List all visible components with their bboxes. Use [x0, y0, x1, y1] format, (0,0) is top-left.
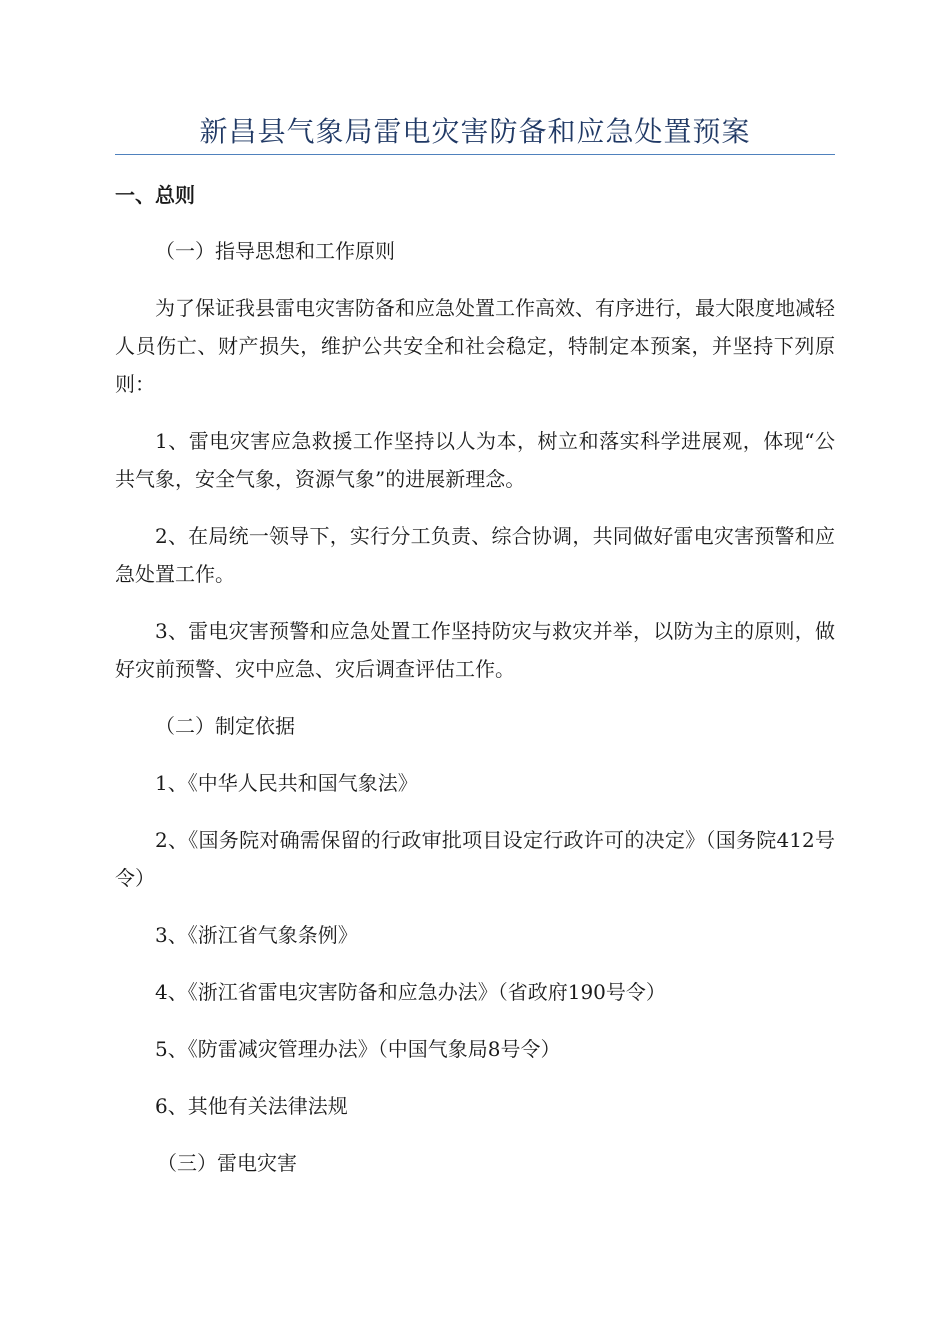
subsection-heading-guiding-principles: （一）指导思想和工作原则: [155, 239, 395, 263]
principle-item-3: 3、雷电灾害预警和应急处置工作坚持防灾与救灾并举，以防为主的原则，做好灾前预警、灾中应急、灾后调查评估工作。: [115, 619, 835, 681]
document-title: 新昌县气象局雷电灾害防备和应急处置预案: [199, 115, 751, 148]
intro-paragraph: 为了保证我县雷电灾害防备和应急处置工作高效、有序进行，最大限度地减轻人员伤亡、财产损失，维护公共安全和社会稳定，特制定本预案，并坚持下列原则：: [115, 296, 835, 396]
basis-item-1: 1、《中华人民共和国气象法》: [155, 771, 418, 795]
principle-item-2: 2、在局统一领导下，实行分工负责、综合协调，共同做好雷电灾害预警和应急处置工作。: [115, 524, 835, 586]
document-body: [115, 172, 835, 1201]
title-underline: [115, 154, 835, 155]
subsection-heading-basis: （二）制定依据: [155, 714, 295, 738]
basis-item-5: 5、《防雷减灾管理办法》（中国气象局8号令）: [155, 1037, 561, 1061]
principle-item-1: 1、雷电灾害应急救援工作坚持以人为本，树立和落实科学进展观，体现“公共气象，安全气象，资源气象”的进展新理念。: [115, 429, 835, 491]
basis-item-2: 2、《国务院对确需保留的行政审批项目设定行政许可的决定》（国务院412号令）: [115, 828, 835, 890]
subsection-heading-lightning-disaster: （三）雷电灾害: [157, 1151, 297, 1175]
section-heading-general: 一、总则: [115, 183, 195, 207]
basis-item-4: 4、《浙江省雷电灾害防备和应急办法》（省政府190号令）: [155, 980, 666, 1004]
basis-item-3: 3、《浙江省气象条例》: [155, 923, 358, 947]
basis-item-6: 6、其他有关法律法规: [155, 1094, 348, 1118]
